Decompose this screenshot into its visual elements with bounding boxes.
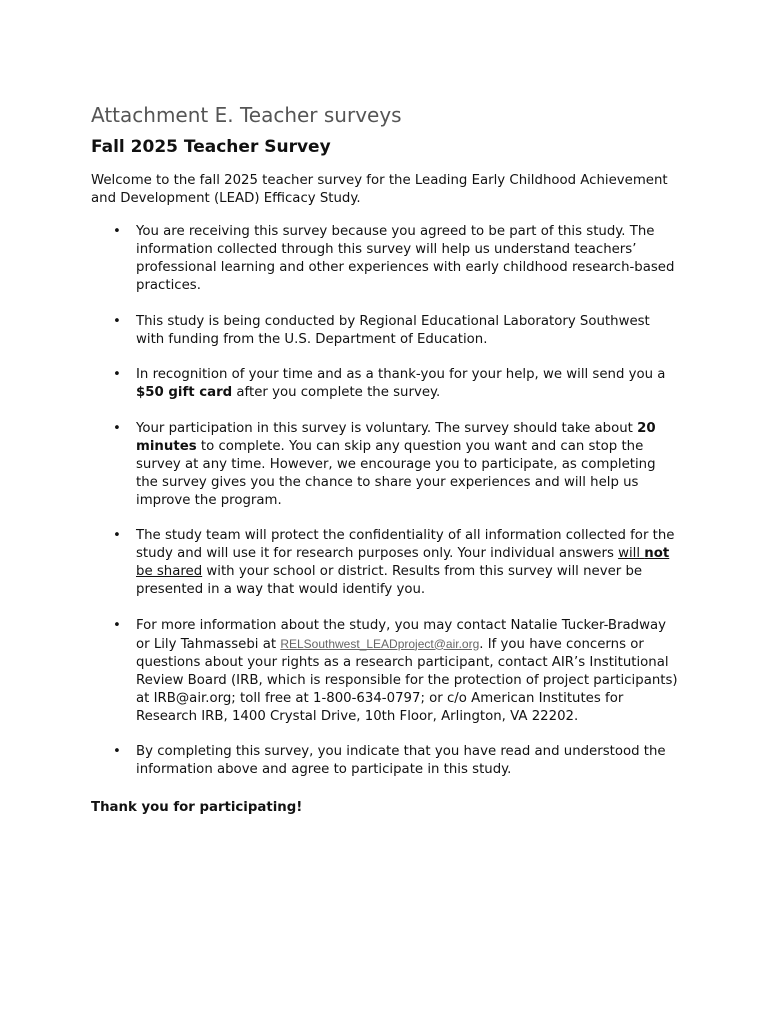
bullet-text: to complete. You can skip any question you want and can stop the survey at any time. However, we encourage you to participate, as completing the survey gives you the chance to share your experiences and will help us improve the program.: [136, 438, 656, 508]
bullet-icon: •: [113, 744, 121, 759]
gift-card-amount: $50 gift card: [136, 385, 233, 400]
bullet-text: By completing this survey, you indicate that you have read and understood the information above and agree to participate in this study.: [136, 744, 666, 777]
bullet-text: You are receiving this survey because you agreed to be part of this study. The information collected through this survey will help us understand teachers’ professional learning and other experiences with early childhood research-based practices.: [136, 224, 675, 293]
welcome-paragraph: Welcome to the fall 2025 teacher survey for the Leading Early Childhood Achievement and Development (LEAD) Efficacy Study.: [91, 173, 668, 206]
bullet-text: after you complete the survey.: [232, 385, 441, 400]
bullet-icon: •: [113, 224, 121, 239]
emphasis-not: not: [644, 546, 670, 561]
survey-title: Fall 2025 Teacher Survey: [91, 137, 331, 157]
emphasis-text: be shared: [136, 564, 203, 579]
contact-email-link[interactable]: RELSouthwest_LEADproject@air.org: [280, 636, 480, 651]
bullet-text: with your school or district. Results from this survey will never be presented in a way that would identify you.: [136, 564, 643, 597]
thank-you-note: Thank you for participating!: [91, 800, 303, 815]
bullet-text: In recognition of your time and as a thank-you for your help, we will send you a: [136, 367, 666, 382]
bullet-icon: •: [113, 617, 121, 633]
bullet-icon: •: [113, 313, 121, 329]
bullet-text: . If you have concerns or questions about your rights as a research participant, contact AIR’s Institutional Review Board (IRB, which is responsible for the protection of project participants) at IRB@air.org; toll free at 1-800-634-0797; or c/o American Institutes for Research IRB, 1400 Crystal Drive, 10th Floor, Arlington, VA 22202.: [136, 636, 678, 724]
bullet-item-contact-info: [91, 617, 681, 726]
bullet-icon: •: [113, 420, 121, 436]
document-page: [91, 100, 681, 817]
bullet-text: This study is being conducted by Regional Educational Laboratory Southwest with funding from the U.S. Department of Education.: [136, 313, 650, 347]
bullet-icon: •: [113, 528, 121, 543]
bullet-item-voluntary: [91, 420, 681, 510]
emphasis-text: will: [618, 546, 645, 561]
bullet-item-confidentiality: [91, 527, 681, 599]
bullet-text: The study team will protect the confidentiality of all information collected for the study and will use it for research purposes only. Your individual answers: [136, 528, 675, 561]
bullet-item-gift-card: [91, 366, 681, 402]
bullet-item-study-conductor: [91, 313, 681, 349]
bullet-text: Your participation in this survey is voluntary. The survey should take about: [136, 420, 638, 436]
bullet-icon: •: [113, 367, 121, 382]
bullet-item-consent: [91, 743, 681, 779]
bullet-item-participation-reason: [91, 223, 681, 295]
info-bullet-list: [91, 223, 681, 779]
attachment-title: Attachment E. Teacher surveys: [91, 103, 402, 127]
bullet-text: For more information about the study, you may contact Natalie Tucker-Bradway or Lily Tahmassebi at: [136, 617, 666, 652]
survey-duration: 20 minutes: [136, 420, 656, 454]
